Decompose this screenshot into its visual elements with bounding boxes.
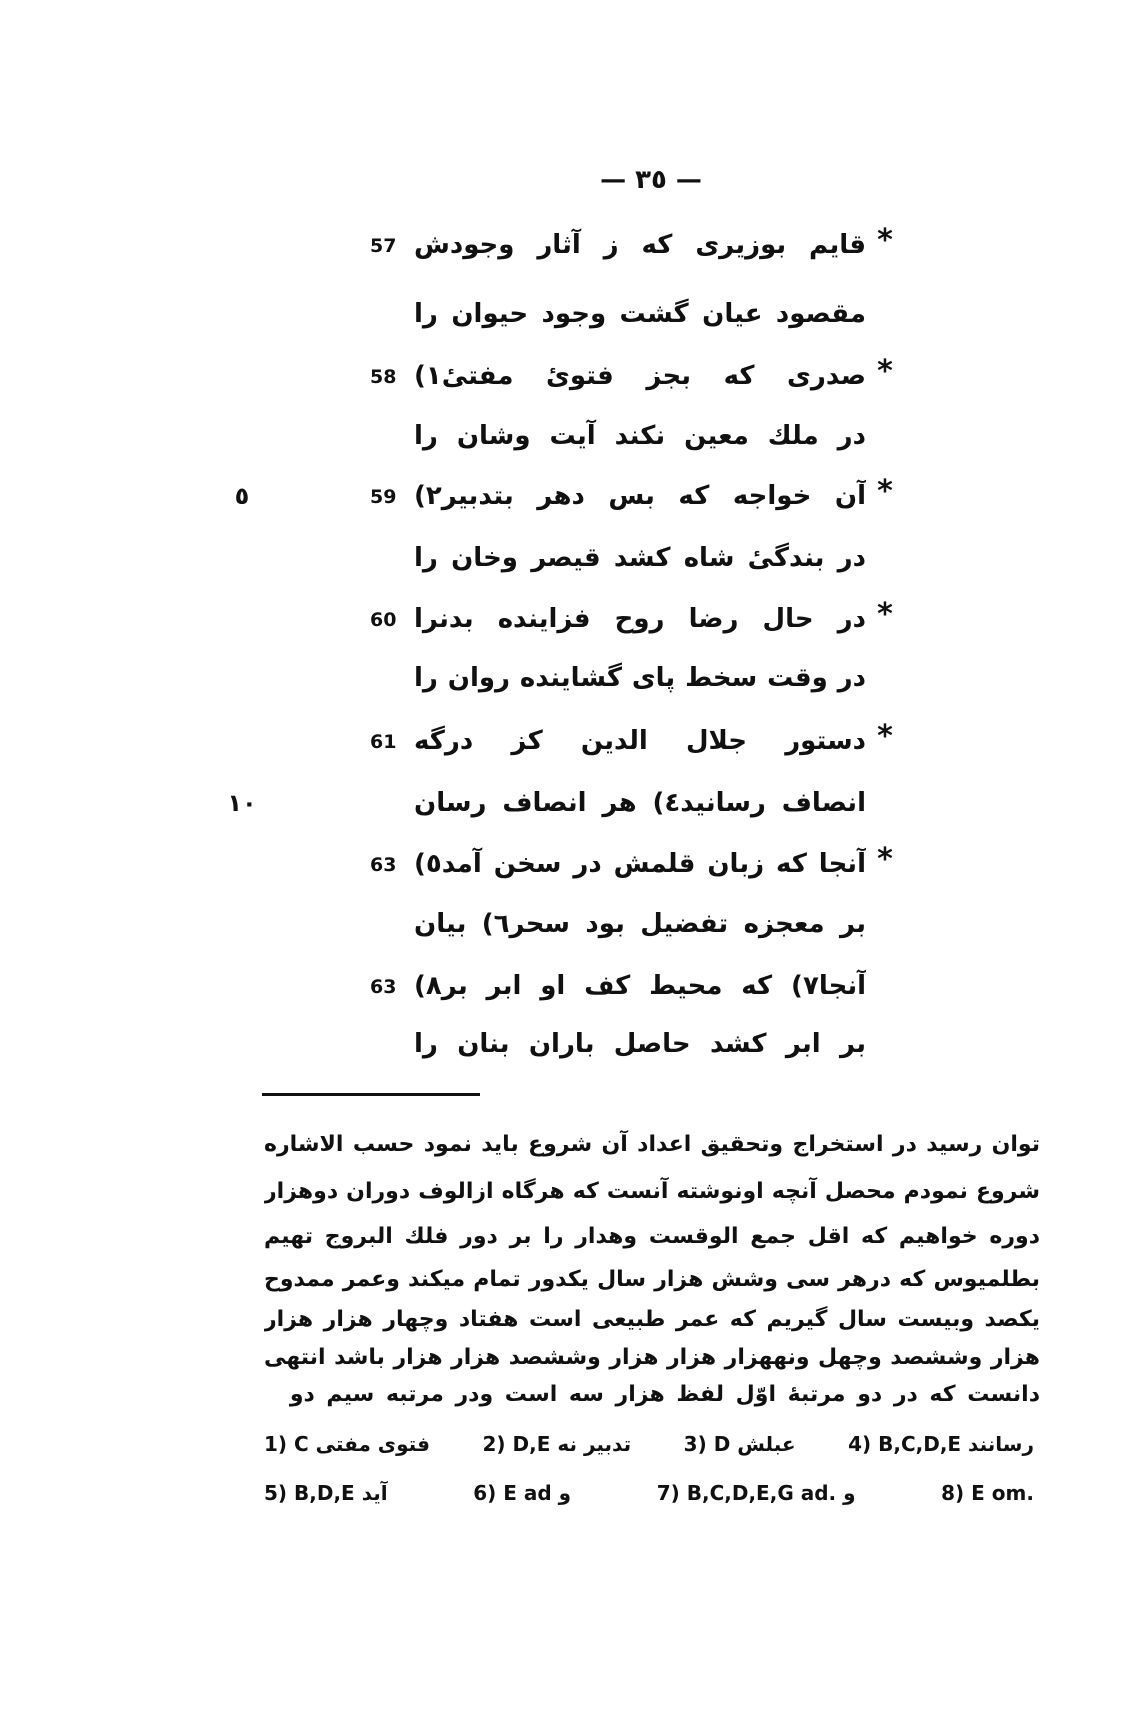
verse-text: در بندگیٔ شاه کشد قیصر وخان را <box>414 543 866 573</box>
verse-line <box>0 902 1140 946</box>
note-line: دوره خواهیم که اقل جمع الوقست وهدار را بر دور فلك البروج تهیم <box>264 1224 1040 1249</box>
footnote-item: 4) B,C,D,E رسانند <box>848 1432 1034 1456</box>
verse-number: 60 <box>370 609 397 631</box>
footnote-item: 6) E ad و <box>473 1481 572 1505</box>
verse-line <box>0 1022 1140 1066</box>
verse-text: در وقت سخط پای گشاینده روان را <box>414 663 866 693</box>
verse-marker: * <box>877 719 893 754</box>
verse-line <box>0 964 1140 1008</box>
verse-number: 63 <box>370 854 397 876</box>
verse-text: بر ابر کشد حاصل باران بنان را <box>414 1029 866 1059</box>
margin-line-number: ١٠ <box>227 789 257 817</box>
verse-text: در ملك معین نکند آیت وشان را <box>414 421 866 451</box>
verse-line <box>0 474 1140 518</box>
verse-number: 59 <box>370 486 397 508</box>
verse-line <box>0 223 1140 267</box>
note-line: بطلمیوس که درهر سی وشش هزار سال یکدور تمام میکند وعمر ممدوح <box>264 1267 1040 1292</box>
verse-line <box>0 656 1140 700</box>
verse-text: آنجا که زبان قلمش در سخن آمد٥) <box>414 849 866 879</box>
footnote-row <box>264 1473 1034 1513</box>
verse-line <box>0 292 1140 336</box>
verse-line <box>0 719 1140 763</box>
verse-text: آن خواجه که بس دهر بتدبیر٢) <box>414 481 866 511</box>
verse-line <box>0 842 1140 886</box>
verse-line <box>0 536 1140 580</box>
verse-marker: * <box>877 842 893 877</box>
verse-number: 63 <box>370 976 397 998</box>
verse-marker: * <box>877 474 893 509</box>
footnote-item: 7) B,C,D,E,G ad. و <box>656 1481 856 1505</box>
page-number: — ٣٥ — <box>600 165 702 195</box>
verse-text: بر معجزه تفضیل بود سحر٦) بیان <box>414 909 866 939</box>
margin-line-number: ٥ <box>234 482 250 510</box>
note-line: یکصد وبیست سال گیریم که عمر طبیعی است هفتاد وچهار هزار هزار <box>264 1307 1040 1332</box>
footnote-row <box>264 1424 1034 1464</box>
verse-marker: * <box>877 354 893 389</box>
verse-text: دستور جلال الدین کز درگه <box>414 726 866 756</box>
footnote-item: 2) D,E تدبیر نه <box>482 1432 632 1456</box>
note-line: دانست که در دو مرتبهٔ اوّل لفظ هزار سه است ودر مرتبه سیم دو <box>289 1382 1040 1407</box>
verse-line <box>0 597 1140 641</box>
verse-text: مقصود عیان گشت وجود حیوان را <box>414 299 866 329</box>
verse-line <box>0 414 1140 458</box>
footnote-item: 8) E om. <box>941 1481 1034 1505</box>
verse-marker: * <box>877 223 893 258</box>
verse-text: آنجا٧) که محیط کف او ابر بر٨) <box>414 971 866 1001</box>
verse-text: انصاف رسانید٤) هر انصاف رسان <box>414 788 866 818</box>
verse-text: در حال رضا روح فزاینده بدنرا <box>414 604 866 634</box>
footnote-item: 3) D عبلش <box>683 1432 796 1456</box>
verse-text: صدری که بجز فتویٔ مفتیٔ١) <box>414 361 866 391</box>
verse-line <box>0 781 1140 825</box>
footnote-item: 5) B,D,E آید <box>264 1481 388 1505</box>
verse-number: 61 <box>370 731 397 753</box>
note-line: هزار وششصد وچهل ونههزار هزار هزار وششصد هزار هزار باشد انتهی <box>264 1345 1040 1370</box>
verse-number: 58 <box>370 366 397 388</box>
note-line: شروع نمودم محصل آنچه اونوشته آنست که هرگاه ازالوف دوران دوهزار <box>264 1179 1040 1204</box>
footnote-rule <box>262 1093 480 1096</box>
verse-line <box>0 354 1140 398</box>
verse-marker: * <box>877 597 893 632</box>
verse-number: 57 <box>370 235 397 257</box>
verse-text: قایم بوزیری که ز آثار وجودش <box>414 230 866 260</box>
footnote-item: 1) C فتوی مفتی <box>264 1432 430 1456</box>
note-line: توان رسید در استخراج وتحقیق اعداد آن شروع باید نمود حسب الاشاره <box>264 1132 1040 1157</box>
